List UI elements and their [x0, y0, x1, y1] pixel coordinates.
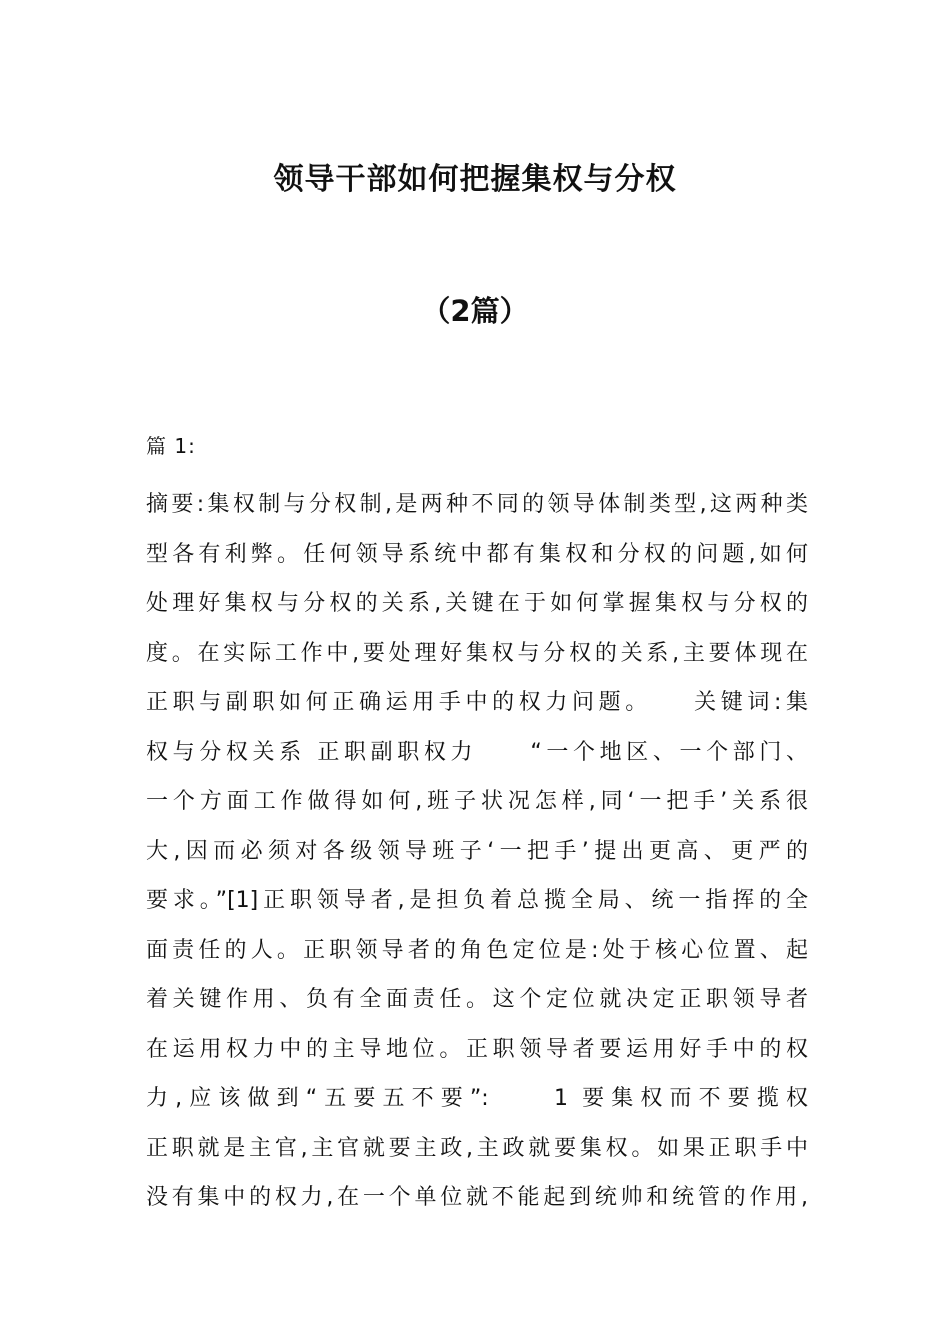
text-line: 正职与副职如何正确运用手中的权力问题。 关键词:集 [146, 690, 808, 715]
text-line: 型各有利弊。任何领导系统中都有集权和分权的问题,如何 [146, 541, 808, 567]
text-line: 在运用权力中的主导地位。正职领导者要运用好手中的权 [146, 1036, 808, 1062]
text-line: 正职就是主官,主官就要主政,主政就要集权。如果正职手中 [146, 1135, 808, 1161]
text-line: 权与分权关系 正职副职权力 “一个地区、一个部门、 [146, 739, 808, 765]
text-line: 力,应该做到“五要五不要”: 1 要集权而不要揽权 [146, 1086, 808, 1111]
section-label: 篇 1: [146, 434, 196, 458]
document-title: 领导干部如何把握集权与分权 [273, 162, 677, 197]
text-line: 处理好集权与分权的关系,关键在于如何掌握集权与分权的 [146, 591, 808, 616]
text-line: 度。在实际工作中,要处理好集权与分权的关系,主要体现在 [146, 640, 808, 666]
text-line: 一个方面工作做得如何,班子状况怎样,同‘一把手’关系很 [146, 789, 808, 814]
text-line: 着关键作用、负有全面责任。这个定位就决定正职领导者 [146, 987, 808, 1012]
text-line: 没有集中的权力,在一个单位就不能起到统帅和统管的作用, [146, 1185, 808, 1210]
text-line: 大,因而必须对各级领导班子‘一把手’提出更高、更严的 [146, 838, 808, 864]
text-line: 面责任的人。正职领导者的角色定位是:处于核心位置、起 [146, 937, 808, 963]
text-line: 要求。”[1]正职领导者,是担负着总揽全局、统一指挥的全 [146, 888, 808, 913]
text-line: 摘要:集权制与分权制,是两种不同的领导体制类型,这两种类 [146, 492, 808, 517]
body-text [146, 480, 808, 1223]
document-subtitle: （2篇） [421, 294, 529, 328]
